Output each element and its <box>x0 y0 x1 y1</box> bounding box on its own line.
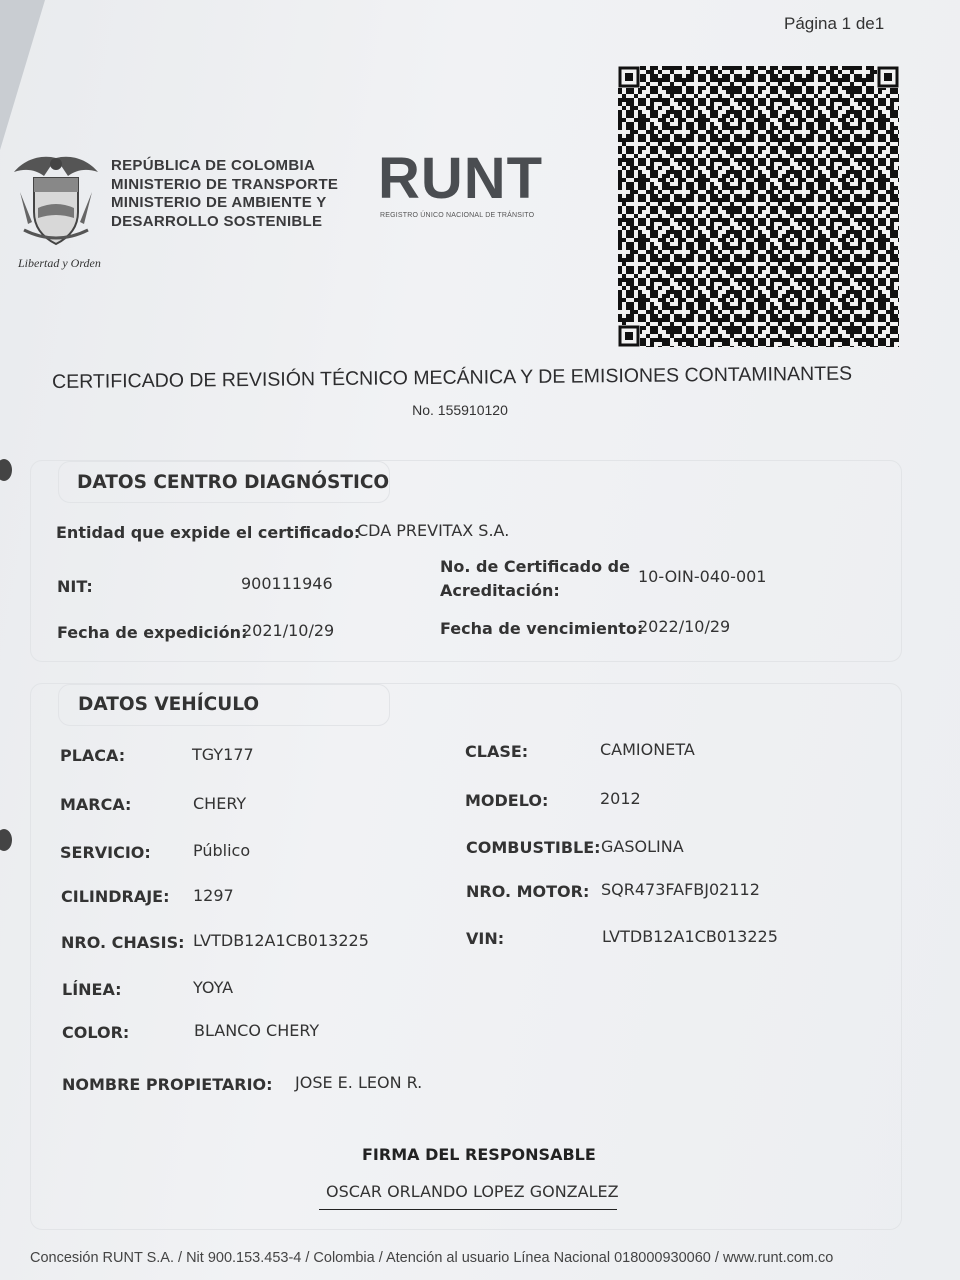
brand-label: MARCA: <box>60 795 132 814</box>
engine-number-value: SQR473FAFBJ02112 <box>601 880 760 899</box>
qr-code-icon <box>618 66 899 347</box>
line-value: YOYA <box>193 978 234 997</box>
gov-line-2: MINISTERIO DE TRANSPORTE <box>111 175 339 193</box>
gov-line-1: REPÚBLICA DE COLOMBIA <box>111 157 316 174</box>
accreditation-label-line-1: No. de Certificado de <box>440 557 630 576</box>
class-label: CLASE: <box>465 742 529 761</box>
color-label: COLOR: <box>62 1023 130 1042</box>
vehicle-title: DATOS VEHÍCULO <box>78 694 260 715</box>
document-title: CERTIFICADO DE REVISIÓN TÉCNICO MECÁNICA Y DE EMISIONES CONTAMINANTES <box>52 362 853 393</box>
color-value: BLANCO CHERY <box>194 1021 320 1040</box>
page-number: Página 1 de1 <box>784 14 885 33</box>
vin-label: VIN: <box>466 929 505 948</box>
signature-title: FIRMA DEL RESPONSABLE <box>362 1145 596 1164</box>
displacement-value: 1297 <box>193 886 234 905</box>
expiry-date-value: 2022/10/29 <box>638 617 731 636</box>
signatory-name: OSCAR ORLANDO LOPEZ GONZALEZ <box>326 1182 619 1201</box>
certificate-number: No. 155910120 <box>412 402 508 418</box>
service-label: SERVICIO: <box>60 843 151 862</box>
punch-hole <box>0 829 12 851</box>
coat-of-arms-icon <box>10 152 102 252</box>
fuel-label: COMBUSTIBLE: <box>466 838 601 857</box>
issue-date-value: 2021/10/29 <box>242 621 335 640</box>
line-label: LÍNEA: <box>62 980 122 999</box>
punch-hole <box>0 459 12 481</box>
gov-line-4: DESARROLLO SOSTENIBLE <box>111 212 323 230</box>
plate-value: TGY177 <box>192 745 254 764</box>
accreditation-label-line-2: Acreditación: <box>440 581 560 600</box>
folded-corner <box>0 0 45 150</box>
issue-date-label: Fecha de expedición: <box>57 623 248 642</box>
gov-line-3: MINISTERIO DE AMBIENTE Y <box>111 194 327 211</box>
diagnostic-center-title: DATOS CENTRO DIAGNÓSTICO <box>77 472 390 493</box>
issuer-value: CDA PREVITAX S.A. <box>357 521 510 540</box>
plate-label: PLACA: <box>60 746 126 765</box>
signature-line <box>319 1209 617 1210</box>
owner-label: NOMBRE PROPIETARIO: <box>62 1075 273 1094</box>
model-value: 2012 <box>600 789 641 808</box>
class-value: CAMIONETA <box>600 740 695 759</box>
accreditation-label <box>440 555 630 603</box>
vin-value: LVTDB12A1CB013225 <box>602 927 778 946</box>
engine-number-label: NRO. MOTOR: <box>466 882 590 901</box>
fuel-value: GASOLINA <box>601 837 684 856</box>
chassis-label: NRO. CHASIS: <box>61 933 185 952</box>
accreditation-value: 10-OIN-040-001 <box>638 567 767 586</box>
footer-text: Concesión RUNT S.A. / Nit 900.153.453-4 / Colombia / Atención al usuario Línea Nacional 018000930060 / www.runt.com.co <box>30 1250 834 1266</box>
owner-value: JOSE E. LEON R. <box>295 1073 423 1092</box>
brand-value: CHERY <box>193 794 247 813</box>
chassis-value: LVTDB12A1CB013225 <box>193 931 369 950</box>
displacement-label: CILINDRAJE: <box>61 887 170 906</box>
service-value: Público <box>193 841 251 860</box>
nit-value: 900111946 <box>241 574 333 593</box>
expiry-date-label: Fecha de vencimiento: <box>440 619 644 638</box>
government-heading <box>111 157 338 231</box>
national-motto: Libertad y Orden <box>18 256 101 270</box>
nit-label: NIT: <box>57 577 93 596</box>
issuer-label: Entidad que expide el certificado: <box>56 523 361 542</box>
runt-logo-subtitle: REGISTRO ÚNICO NACIONAL DE TRÁNSITO <box>380 212 535 219</box>
runt-logo: RUNT <box>378 146 544 211</box>
model-label: MODELO: <box>465 791 549 810</box>
